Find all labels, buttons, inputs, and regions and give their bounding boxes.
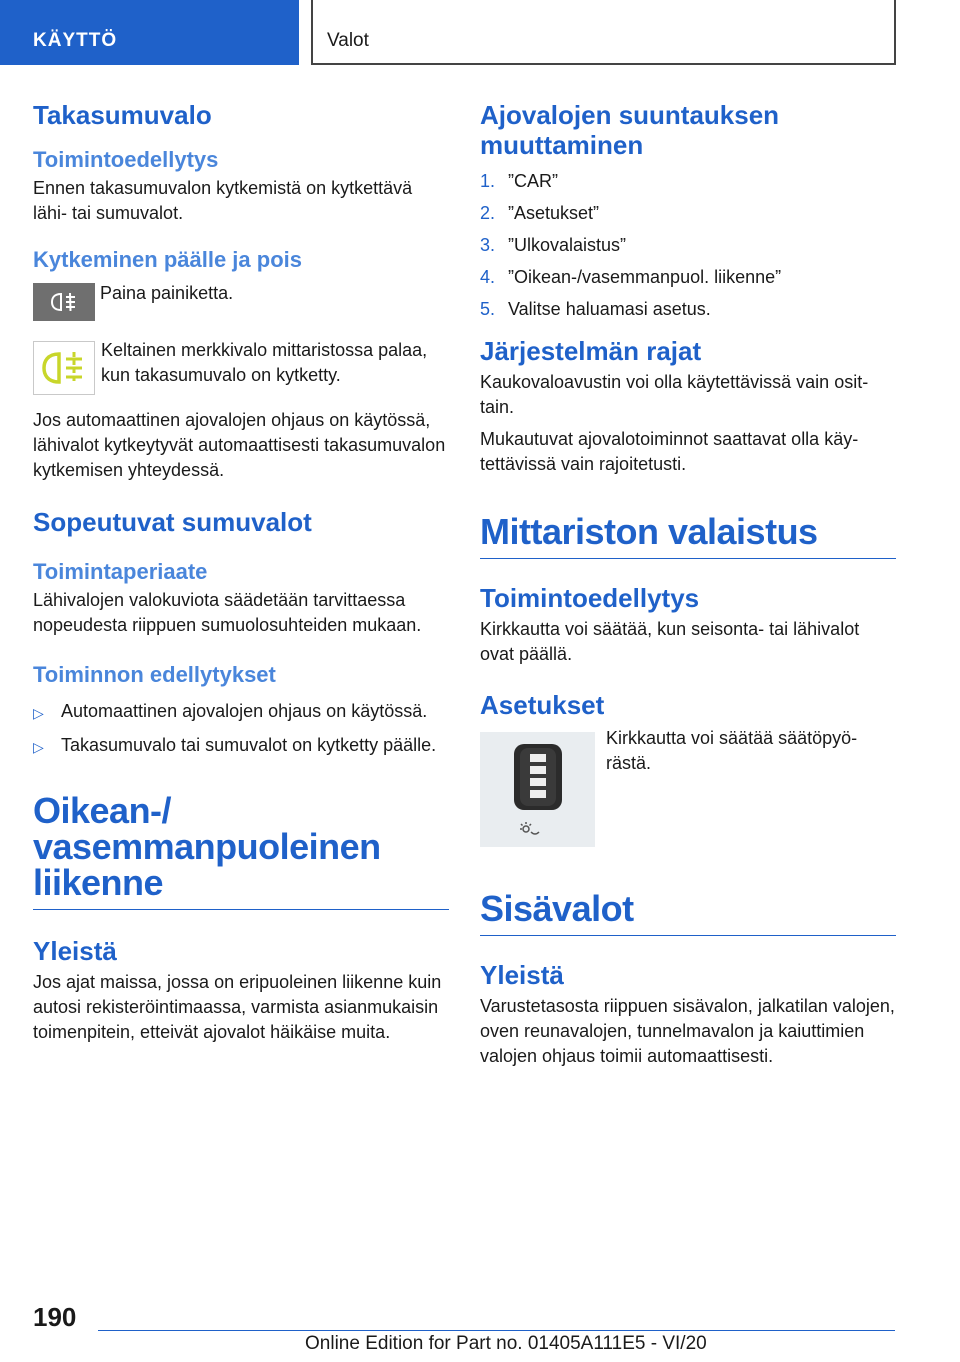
step-text: ”Ulkovalaistus” [508, 235, 627, 255]
edition-text: Online Edition for Part no. 01405A111E5 - VI/20 [305, 1333, 707, 1354]
heading-sisavalot: Sisävalot [480, 891, 896, 936]
heading-general-left: Yleistä [33, 936, 117, 966]
heading-suuntaus-line2: muuttaminen [480, 130, 644, 160]
limits-text-2: Mukautuvat ajovalotoiminnot saattavat olla käytettävissä vain rajoitetusti. [480, 429, 859, 474]
general-text-left: Jos ajat maissa, jossa on eripuoleinen liikenne kuin autosi rekisteröintimaassa, varmista asianmukaisin toimenpitein, etteivät ajovalot häikäise muita. [33, 972, 442, 1042]
settings-row [480, 728, 896, 847]
fog-button-icon [33, 283, 95, 321]
indicator-row [33, 341, 449, 395]
triangle-bullet-icon: ▷ [33, 739, 44, 755]
heading-req: Toimintoedellytys [33, 147, 219, 172]
limits-text-1: Kaukovaloavustin voi olla käytettävissä vain osittain. [480, 372, 869, 417]
general-text-right: Varustetasosta riippuen sisävalon, jalkatilan valojen, oven reunavalojen, tunnelmavalon ja kaiuttimien valojen ohjaus toimii automaattisesti. [480, 996, 895, 1066]
heading-liikenne-line3: liikenne [33, 862, 164, 903]
left-column [33, 100, 449, 1045]
req-text: Ennen takasumuvalon kytkemistä on kytkettävä lähi- tai sumuvalot. [33, 178, 413, 223]
settings-text: Kirkkautta voi säätää säätöpyörästä. [606, 728, 858, 773]
thumbwheel-photo [480, 732, 595, 847]
step-number: 1. [480, 171, 496, 191]
list-item [33, 699, 449, 726]
requirements-list [33, 699, 449, 760]
step-item [480, 265, 896, 290]
press-text: Paina painiketta. [100, 283, 234, 303]
step-number: 3. [480, 235, 496, 255]
heading-mittaristo: Mittariston valaistus [480, 514, 896, 559]
step-number: 2. [480, 203, 496, 223]
step-item [480, 201, 896, 226]
section-label: KÄYTTÖ [33, 30, 118, 51]
heading-principle: Toimintaperiaate [33, 559, 208, 584]
chapter-label: Valot [327, 30, 369, 51]
req-text-right: Kirkkautta voi säätää, kun seisonta- tai lähivalot ovat päällä. [480, 619, 860, 664]
step-text: ”Asetukset” [508, 203, 600, 223]
list-item [33, 733, 449, 760]
press-row [33, 283, 449, 321]
step-text: ”CAR” [508, 171, 558, 191]
heading-general-right: Yleistä [480, 960, 564, 990]
list-item-text: Takasumuvalo tai sumuvalot on kytketty päälle. [61, 735, 437, 755]
step-text: ”Oikean-/vasemmanpuol. liikenne” [508, 267, 782, 287]
steps-list [480, 169, 896, 322]
triangle-bullet-icon: ▷ [33, 705, 44, 721]
heading-onoff: Kytkeminen päälle ja pois [33, 247, 302, 272]
heading-requirements: Toiminnon edellytykset [33, 662, 276, 687]
step-number: 4. [480, 267, 496, 287]
step-item [480, 297, 896, 322]
heading-liikenne-line1: Oikean-/ [33, 790, 172, 831]
step-text: Valitse haluamasi asetus. [508, 299, 711, 319]
heading-takasumuvalo: Takasumuvalo [33, 100, 212, 130]
heading-liikenne [33, 790, 449, 910]
right-column [480, 100, 896, 1069]
heading-liikenne-line2: vasemmanpuoleinen [33, 826, 381, 867]
footer-divider [98, 1330, 895, 1331]
step-item [480, 169, 896, 194]
principle-text: Lähivalojen valokuviota säädetään tarvittaessa nopeudesta riippuen sumuolosuhteiden mukaan. [33, 590, 422, 635]
step-item [480, 233, 896, 258]
indicator-text: Keltainen merkkivalo mittaristossa palaa, kun takasumuvalo on kytketty. [101, 340, 428, 385]
heading-suuntaus-line1: Ajovalojen suuntauksen [480, 100, 780, 130]
section-tab [0, 0, 299, 65]
heading-sopeutuvat: Sopeutuvat sumuvalot [33, 507, 312, 537]
rear-fog-indicator-icon [33, 341, 95, 395]
page-number: 190 [33, 1302, 77, 1332]
heading-settings: Asetukset [480, 690, 605, 720]
heading-req-right: Toimintoedellytys [480, 583, 700, 613]
list-item-text: Automaattinen ajovalojen ohjaus on käytössä. [61, 701, 428, 721]
chapter-header [311, 0, 896, 65]
heading-suuntaus [480, 100, 896, 160]
step-number: 5. [480, 299, 496, 319]
auto-text: Jos automaattinen ajovalojen ohjaus on käytössä, lähivalot kytkeytyvät automaattisesti takasumuvalon kytkemisen yhteydessä. [33, 410, 446, 480]
heading-limits: Järjestelmän rajat [480, 336, 702, 366]
